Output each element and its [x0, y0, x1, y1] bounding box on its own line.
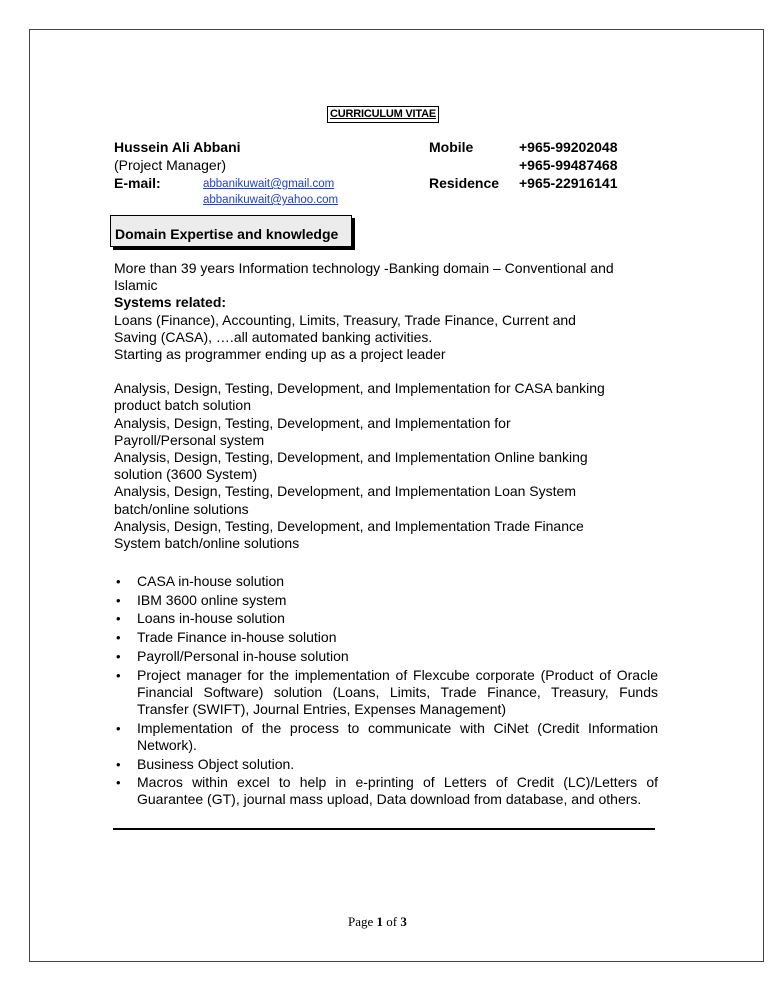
list-item-text: Trade Finance in-house solution	[137, 629, 337, 646]
paragraph-gap	[114, 363, 662, 380]
bullet-icon: •	[116, 648, 121, 664]
analysis-line: batch/online solutions	[114, 500, 249, 517]
candidate-role: (Project Manager)	[114, 157, 227, 173]
list-item-text: Macros within excel to help in e-printing of Letters of Credit (LC)/Letters of Guarantee (GT), journal mass upload, Data download from database, and others.	[137, 774, 658, 808]
list-item	[114, 573, 658, 590]
analysis-line: Analysis, Design, Testing, Development, and Implementation Trade Finance	[114, 517, 584, 534]
list-item-text: Business Object solution.	[137, 755, 295, 772]
page-footer	[348, 914, 407, 930]
analysis-line: product batch solution	[114, 397, 251, 414]
bullet-icon: •	[116, 574, 121, 589]
total-pages-number: 3	[400, 914, 407, 929]
list-item-text: Implementation of the process to communicate with CiNet (Credit Information Network).	[137, 719, 658, 753]
list-item-text: Loans in-house solution	[137, 610, 285, 627]
email-link-gmail[interactable]: abbanikuwait@gmail.com	[203, 178, 335, 190]
analysis-line: Payroll/Personal system	[114, 431, 265, 448]
residence-label: Residence	[429, 175, 500, 191]
expertise-bullet-list	[114, 573, 658, 810]
of-word: of	[386, 914, 398, 929]
mobile-number-2: +965-99487468	[519, 157, 618, 173]
list-item	[114, 610, 658, 627]
systems-line: Saving (CASA), ….all automated banking activities.	[114, 328, 433, 345]
systems-heading: Systems related:	[114, 294, 227, 311]
list-item-text: Project manager for the implementation of Flexcube corporate (Product of Oracle Financial Software) solution (Loans, Limits, Trade Finance, Treasury, Funds Transfer (SWIFT), Journal Entries, Expenses Management)	[137, 666, 658, 717]
email-link-yahoo[interactable]: abbanikuwait@yahoo.com	[203, 194, 339, 206]
candidate-name: Hussein Ali Abbani	[114, 139, 241, 155]
bullet-icon: •	[116, 756, 121, 772]
page-word: Page	[348, 914, 374, 929]
bullet-icon: •	[116, 667, 121, 683]
list-item	[114, 648, 658, 665]
residence-number: +965-22916141	[519, 175, 618, 191]
bullet-icon: •	[116, 720, 121, 736]
bullet-icon: •	[116, 630, 121, 646]
current-page-number: 1	[376, 914, 384, 929]
mobile-label: Mobile	[429, 139, 474, 155]
bullet-icon: •	[116, 611, 121, 627]
list-item-text: IBM 3600 online system	[137, 591, 287, 608]
analysis-line: Analysis, Design, Testing, Development, and Implementation for	[114, 414, 511, 431]
intro-line: Islamic	[114, 277, 158, 294]
list-item-text: Payroll/Personal in-house solution	[137, 647, 349, 664]
list-item	[114, 720, 658, 754]
bullet-icon: •	[116, 592, 121, 608]
mobile-number-1: +965-99202048	[519, 139, 618, 155]
list-item-text: CASA in-house solution	[137, 573, 285, 589]
analysis-line: Analysis, Design, Testing, Development, and Implementation Loan System	[114, 483, 576, 500]
intro-line: More than 39 years Information technology -Banking domain – Conventional and	[114, 260, 614, 276]
list-item	[114, 774, 658, 808]
body-text	[114, 260, 662, 552]
analysis-line: solution (3600 System)	[114, 466, 258, 483]
email-label: E-mail:	[114, 175, 161, 191]
analysis-line: Analysis, Design, Testing, Development, and Implementation Online banking	[114, 449, 588, 466]
document-title: CURRICULUM VITAE	[327, 106, 439, 123]
systems-line: Starting as programmer ending up as a project leader	[114, 346, 446, 363]
section-divider	[113, 828, 655, 830]
list-item	[114, 592, 658, 609]
analysis-line: System batch/online solutions	[114, 535, 300, 552]
analysis-line: Analysis, Design, Testing, Development, and Implementation for CASA banking	[114, 380, 605, 397]
list-item	[114, 756, 658, 773]
list-item	[114, 629, 658, 646]
bullet-icon: •	[116, 775, 121, 791]
list-item	[114, 667, 658, 719]
section-heading-domain-expertise: Domain Expertise and knowledge	[110, 215, 352, 247]
systems-line: Loans (Finance), Accounting, Limits, Treasury, Trade Finance, Current and	[114, 311, 576, 328]
